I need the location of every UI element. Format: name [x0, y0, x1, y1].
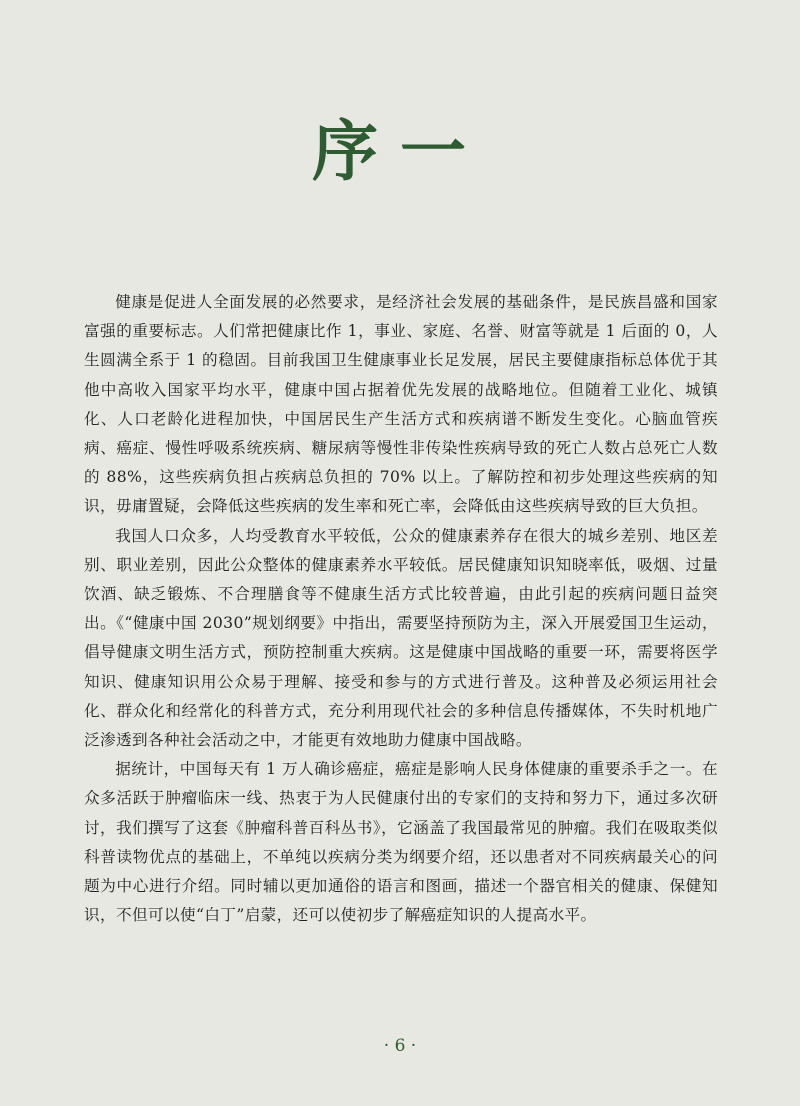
- paragraph-1: 健康是促进人全面发展的必然要求，是经济社会发展的基础条件，是民族昌盛和国家富强的重要标志。人们常把健康比作 1，事业、家庭、名誉、财富等就是 1 后面的 0，人生圆满全系于 1 的稳固。目前我国卫生健康事业长足发展，居民主要健康指标总体优于其他中高收入国家平均水平，健康中国占据着优先发展的战略地位。但随着工业化、城镇化、人口老龄化进程加快，中国居民生产生活方式和疾病谱不断发生变化。心脑血管疾病、癌症、慢性呼吸系统疾病、糖尿病等慢性非传染性疾病导致的死亡人数占总死亡人数的 88%，这些疾病负担占疾病总负担的 70% 以上。了解防控和初步处理这些疾病的知识，毋庸置疑，会降低这些疾病的发生率和死亡率，会降低由这些疾病导致的巨大负担。: [84, 293, 718, 516]
- page-number: · 6 ·: [383, 1036, 417, 1056]
- paragraph-2: 我国人口众多，人均受教育水平较低，公众的健康素养存在很大的城乡差别、地区差别、职业差别，因此公众整体的健康素养水平较低。居民健康知识知晓率低，吸烟、过量饮酒、缺乏锻炼、不合理膳食等不健康生活方式比较普遍，由此引起的疾病问题日益突出。《“健康中国 2030”规划纲要》中指出，需要坚持预防为主，深入开展爱国卫生运动，倡导健康文明生活方式，预防控制重大疾病。这是健康中国战略的重要一环，需要将医学知识、健康知识用公众易于理解、接受和参与的方式进行普及。这种普及必须运用社会化、群众化和经常化的科普方式，充分利用现代社会的多种信息传播媒体，不失时机地广泛渗透到各种社会活动之中，才能更有效地助力健康中国战略。: [84, 526, 718, 750]
- body-text: [84, 288, 718, 930]
- paragraph-3: 据统计，中国每天有 1 万人确诊癌症，癌症是影响人民身体健康的重要杀手之一。在众多活跃于肿瘤临床一线、热衷于为人民健康付出的专家们的支持和努力下，通过多次研讨，我们撰写了这套《肿瘤科普百科丛书》，它涵盖了我国最常见的肿瘤。我们在吸取类似科普读物优点的基础上，不单纯以疾病分类为纲要介绍，还以患者对不同疾病最关心的问题为中心进行介绍。同时辅以更加通俗的语言和图画，描述一个器官相关的健康、保健知识，不但可以使“白丁”启蒙，还可以使初步了解癌症知识的人提高水平。: [84, 760, 718, 925]
- page-title: 序一: [312, 113, 488, 190]
